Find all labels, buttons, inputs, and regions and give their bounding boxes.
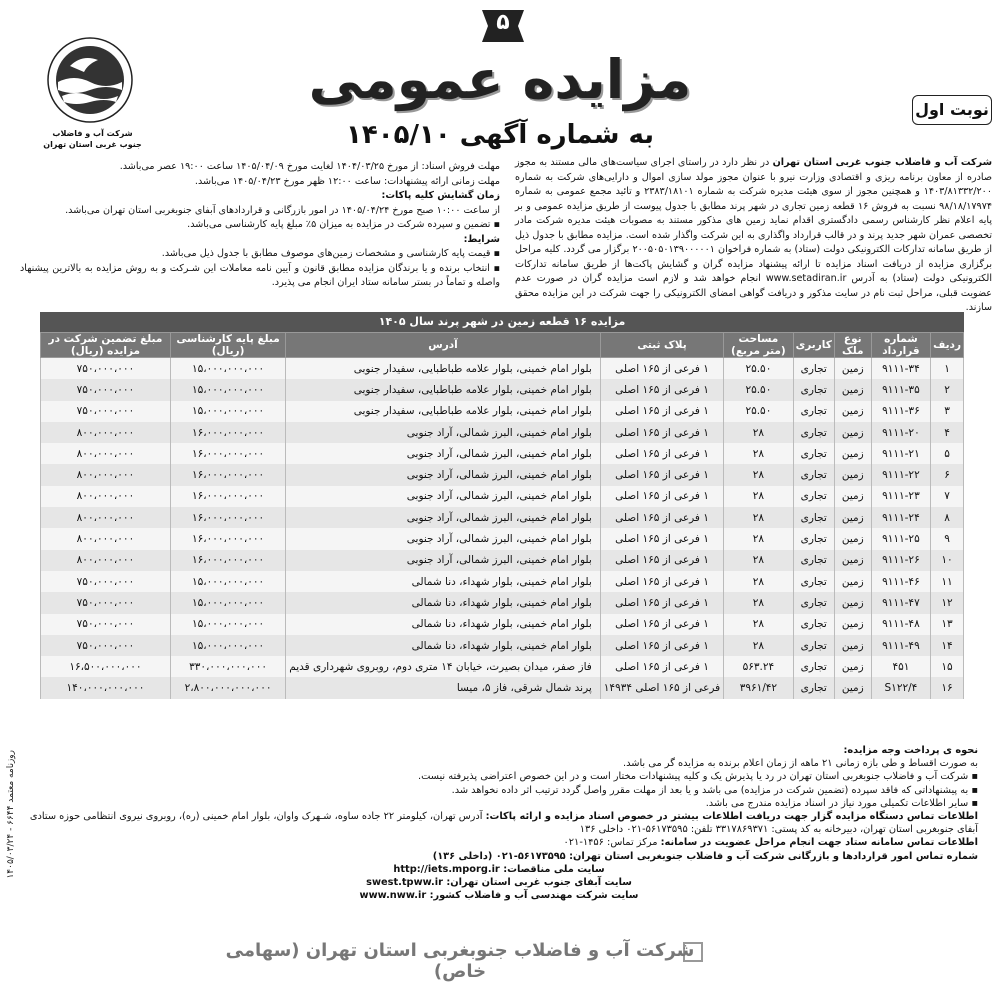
condition-1: ▪ قیمت پایه کارشناسی و مشخصات زمین‌های موصوف مطابق با جدول ذیل می‌باشد. <box>161 248 500 259</box>
table-cell: زمین <box>834 379 871 400</box>
table-cell: بلوار امام خمینی، البرز شمالی، آراد جنوبی <box>286 443 601 464</box>
table-cell: ۹۱۱۱-۲۰ <box>871 422 930 443</box>
table-cell: زمین <box>834 550 871 571</box>
table-cell: تجاری <box>793 401 834 422</box>
table-cell: بلوار امام خمینی، البرز شمالی، آراد جنوبی <box>286 528 601 549</box>
table-cell: تجاری <box>793 656 834 677</box>
table-cell: ۱۵ <box>931 656 964 677</box>
table-cell: بلوار امام خمینی، بلوار شهداء، دنا شمالی <box>286 635 601 656</box>
table-cell: ۸۰۰،۰۰۰،۰۰۰ <box>41 486 171 507</box>
table-cell: ۲۵.۵۰ <box>724 358 793 380</box>
table-cell: ۲۸ <box>724 507 793 528</box>
table-cell: ۸۰۰،۰۰۰،۰۰۰ <box>41 507 171 528</box>
opening-text: از ساعت ۱۰:۰۰ صبح مورخ ۱۴۰۵/۰۴/۲۴ در امور بازرگانی و قراردادهای آبفای جنوبغربی استان تهران می‌باشد. <box>65 204 500 216</box>
table-cell: ۸۰۰،۰۰۰،۰۰۰ <box>41 443 171 464</box>
table-cell: زمین <box>834 656 871 677</box>
table-cell: ۱۰ <box>931 550 964 571</box>
table-cell: ۱۵،۰۰۰،۰۰۰،۰۰۰ <box>170 358 285 380</box>
table-cell: S۱۲۲/۴ <box>871 677 930 698</box>
table-cell: بلوار امام خمینی، بلوار علامه طباطبایی، سفیدار جنوبی <box>286 401 601 422</box>
table-cell: تجاری <box>793 379 834 400</box>
table-cell: ۵۶۳.۲۴ <box>724 656 793 677</box>
table-header-cell: آدرس <box>286 333 601 358</box>
table-cell: ۱ فرعی از ۱۶۵ اصلی <box>600 486 723 507</box>
table-cell: ۲۸ <box>724 592 793 613</box>
contact-info <box>20 810 978 836</box>
table-cell: ۱۶،۰۰۰،۰۰۰،۰۰۰ <box>170 528 285 549</box>
table-cell: ۳ <box>931 401 964 422</box>
table-cell: ۹۱۱۱-۲۱ <box>871 443 930 464</box>
table-header-cell: مبلغ تضمین شرکت در مزایده (ریال) <box>41 333 171 358</box>
table-header-cell: پلاک ثبتی <box>600 333 723 358</box>
site-national-label: سایت ملی مناقصات: <box>503 863 605 875</box>
table-cell: ۱۴۰،۰۰۰،۰۰۰،۰۰۰ <box>41 677 171 698</box>
table-cell: تجاری <box>793 358 834 380</box>
table-cell: بلوار امام خمینی، البرز شمالی، آراد جنوبی <box>286 507 601 528</box>
table-cell: ۱ فرعی از ۱۶۵ اصلی <box>600 422 723 443</box>
table-cell: ۴ <box>931 422 964 443</box>
contact-text: آدرس تهران، کیلومتر ۲۲ جاده ساوه، شـهرک واوان، بلوار امام خمینی (ره)، روبروی نیروی انتظامی حوزه ستادی آبفای جنوبغربی استان تهران، دبیرخانه به کد پستی: ۳۳۱۷۸۶۹۳۷۱ تلفن: ۵۶۱۷۳۵۹۵-۰۲۱ داخلی ۱۳۶ <box>29 811 978 836</box>
table-cell: ۹۱۱۱-۴۷ <box>871 592 930 613</box>
table-cell: ۱۵،۰۰۰،۰۰۰،۰۰۰ <box>170 571 285 592</box>
table-cell: ۱۵،۰۰۰،۰۰۰،۰۰۰ <box>170 635 285 656</box>
table-cell: ۸۰۰،۰۰۰،۰۰۰ <box>41 528 171 549</box>
table-cell: ۳۹۶۱/۴۲ <box>724 677 793 698</box>
deposit-text: ▪ تضمین و سپرده شرکت در مزایده به میزان ۵٪ مبلغ پایه کارشناسی می‌باشد. <box>187 219 500 230</box>
term-1: ▪ شرکت آب و فاضلاب جنوبغربی استان تهران در رد یا پذیرش یک و کلیه پیشنهادات مختار است و در این خصوص اعتراضی پذیرفته نیست. <box>417 771 978 783</box>
table-row <box>41 422 964 443</box>
term-2: ▪ به پیشنهاداتی که فاقد سپرده (تضمین شرکت در مزایده) می باشد و یا بعد از مهلت مقرر واصل گردد ترتیب اثر داده نخواهد شد. <box>451 784 978 796</box>
table-cell: ۱ فرعی از ۱۶۵ اصلی <box>600 401 723 422</box>
payment-text: به صورت اقساط و طی بازه زمانی ۲۱ ماهه از زمان اعلام برنده به مزایده گر می باشد. <box>622 758 978 770</box>
offer-deadline: مهلت زمانی ارائه پیشنهادات: ساعت ۱۲:۰۰ ظهر مورخ ۱۴۰۵/۰۴/۲۳ می‌باشد. <box>194 175 500 187</box>
table-cell: ۷۵۰،۰۰۰،۰۰۰ <box>41 379 171 400</box>
table-cell: تجاری <box>793 486 834 507</box>
table-cell: ۹۱۱۱-۳۵ <box>871 379 930 400</box>
newspaper-side-caption: روزنامه معتمد ۶۶۴۴ - ۱۴۰۵/۰۳/۲۴ <box>6 750 16 879</box>
site-abfa <box>20 876 978 889</box>
table-cell: ۱ <box>931 358 964 380</box>
table-cell: بلوار امام خمینی، بلوار علامه طباطبایی، سفیدار جنوبی <box>286 358 601 380</box>
table-cell: ۱ فرعی از ۱۶۵ اصلی <box>600 614 723 635</box>
table-row <box>41 677 964 698</box>
table-cell: ۱ فرعی از ۱۶۵ اصلی <box>600 443 723 464</box>
table-cell: ۹۱۱۱-۲۲ <box>871 464 930 485</box>
table-cell: بلوار امام خمینی، البرز شمالی، آراد جنوبی <box>286 486 601 507</box>
table-cell: ۱۶،۰۰۰،۰۰۰،۰۰۰ <box>170 422 285 443</box>
table-cell: ۹۱۱۱-۲۴ <box>871 507 930 528</box>
table-cell: زمین <box>834 358 871 380</box>
table-row <box>41 592 964 613</box>
site-abfa-link[interactable]: swest.tpww.ir <box>366 877 443 889</box>
table-cell: ۱۶،۰۰۰،۰۰۰،۰۰۰ <box>170 550 285 571</box>
table-cell: ۱۳ <box>931 614 964 635</box>
table-cell: ۲۸ <box>724 464 793 485</box>
table-cell: تجاری <box>793 592 834 613</box>
table-cell: بلوار امام خمینی، بلوار شهداء، دنا شمالی <box>286 592 601 613</box>
lots-table <box>40 332 964 699</box>
sale-deadline: مهلت فروش اسناد: از مورخ ۱۴۰۴/۰۳/۲۵ لغایت مورخ ۱۴۰۵/۰۴/۰۹ ساعت ۱۹:۰۰ عصر می‌باشد. <box>119 161 500 172</box>
table-cell: ۹۱۱۱-۴۶ <box>871 571 930 592</box>
table-row <box>41 550 964 571</box>
table-cell: ۷ <box>931 486 964 507</box>
table-cell: ۱ فرعی از ۱۶۵ اصلی <box>600 379 723 400</box>
table-cell: ۲۸ <box>724 422 793 443</box>
table-header-cell: ردیف <box>931 333 964 358</box>
table-cell: ۱ فرعی از ۱۶۵ اصلی <box>600 507 723 528</box>
table-cell: ۱۵،۰۰۰،۰۰۰،۰۰۰ <box>170 401 285 422</box>
table-cell: فاز صفر، میدان بصیرت، خیابان ۱۴ متری دوم، روبروی شهرداری قدیم <box>286 656 601 677</box>
table-cell: فرعی از ۱۶۵ اصلی ۱۴۹۳۴ <box>600 677 723 698</box>
table-cell: بلوار امام خمینی، بلوار شهداء، دنا شمالی <box>286 614 601 635</box>
table-header-cell: شماره قرارداد <box>871 333 930 358</box>
table-cell: ۹۱۱۱-۳۴ <box>871 358 930 380</box>
table-cell: ۲۸ <box>724 550 793 571</box>
table-cell: زمین <box>834 486 871 507</box>
table-cell: ۱ فرعی از ۱۶۵ اصلی <box>600 528 723 549</box>
table-cell: ۲۸ <box>724 635 793 656</box>
table-cell: ۸۰۰،۰۰۰،۰۰۰ <box>41 422 171 443</box>
table-cell: ۱ فرعی از ۱۶۵ اصلی <box>600 358 723 380</box>
table-cell: ۹۱۱۱-۲۳ <box>871 486 930 507</box>
table-row <box>41 358 964 380</box>
table-row <box>41 571 964 592</box>
table-cell: ۱۶،۵۰۰،۰۰۰،۰۰۰ <box>41 656 171 677</box>
table-cell: ۸۰۰،۰۰۰،۰۰۰ <box>41 550 171 571</box>
table-cell: بلوار امام خمینی، بلوار علامه طباطبایی، سفیدار جنوبی <box>286 379 601 400</box>
table-header-cell: مساحت (متر مربع) <box>724 333 793 358</box>
table-row <box>41 507 964 528</box>
table-cell: ۳۳۰،۰۰۰،۰۰۰،۰۰۰ <box>170 656 285 677</box>
table-cell: ۲۸ <box>724 528 793 549</box>
opening-title: زمان گشایش کلیه پاکات: <box>381 190 500 201</box>
site-national <box>20 863 978 876</box>
table-cell: تجاری <box>793 677 834 698</box>
table-cell: زمین <box>834 528 871 549</box>
table-cell: ۱۵،۰۰۰،۰۰۰،۰۰۰ <box>170 614 285 635</box>
table-cell: ۷۵۰،۰۰۰،۰۰۰ <box>41 614 171 635</box>
issue-badge-number: ۵ <box>496 10 510 35</box>
table-cell: تجاری <box>793 422 834 443</box>
site-nww-label: سایت شرکت مهندسی آب و فاضلاب کشور: <box>429 890 639 902</box>
table-cell: تجاری <box>793 614 834 635</box>
table-cell: ۱۴ <box>931 635 964 656</box>
site-nww <box>20 889 978 902</box>
table-row <box>41 614 964 635</box>
table-row <box>41 401 964 422</box>
table-cell: زمین <box>834 443 871 464</box>
table-cell: ۱۶،۰۰۰،۰۰۰،۰۰۰ <box>170 443 285 464</box>
table-row <box>41 528 964 549</box>
table-cell: ۹۱۱۱-۴۹ <box>871 635 930 656</box>
table-cell: ۲۸ <box>724 443 793 464</box>
intro-paragraph <box>515 156 992 316</box>
table-header-cell: نوع ملک <box>834 333 871 358</box>
table-body <box>41 358 964 699</box>
contact-lead: اطلاعات تماس دستگاه مزایده گزار جهت دریافت اطلاعات بیشتر در خصوص اسناد مزایده و ارائه پاکات: <box>485 811 978 823</box>
table-cell: ۲۵.۵۰ <box>724 379 793 400</box>
table-cell: زمین <box>834 464 871 485</box>
intro-body: در نظر دارد در راستای اجرای سیاست‌های مالی مستند به مجوز صادره از معاون برنامه ریزی و اقتصادی وزارت نیرو با عنوان مجوز مولد سازی اموال و دارایی‌های شرکت به شماره ۱۴۰۳/۸۱۳۳۲/۲۰۰ و همچنین مجوز از سوی هیئت مدیره شرکت به شماره ۲۳۸۳/۱۸۱۰۱ و تائید مجمع عمومی به شماره ۹۸/۱۸/۱۷۹۷۴ نسبت به فروش ۱۶ قطعه زمین تجاری در شهر پرند مطابق با جدول پیوست از طریق مزایده عمومی و بر پایه اعلام نظر کارشناس رسمی دادگستری اقدام نماید زمین های مذکور مستند به مصوبات هیئت مدیره شرکت مادر تخصصی عمران شهر جدید پرند و در قالب قرارداد واگذاری به این شرکت واگذار شده است. مزایده مطابق با جدول ذیل از طریق سامانه تدارکات الکترونیکی دولت (ستاد) به شماره فراخوان ۲۰۰۵۰۵۰۱۳۹۰۰۰۰۰۱ برگزار می گردد. کلیه مراحل برگزاری مزایده از دریافت اسناد مزایده تا ارائه پیشنهاد مزایده گران و گشایش پاکت‌ها از طریق سامانه تدارکات الکترونیکی دولت (ستاد) به آدرس www.setadiran.ir انجام خواهد شد و لازم است مزایده گران در صورت عدم عضویت قبلی، مراحل ثبت نام در سایت مذکور و دریافت گواهی امضای الکترونیکی را جهت شرکت در این مزایده محقق سازند. <box>515 157 992 313</box>
setad-lead: اطلاعات تماس سامانه ستاد جهت انجام مراحل عضویت در سامانه: <box>660 837 978 849</box>
payment-title: نحوه ی پرداخت وجه مزایده: <box>843 745 978 756</box>
table-cell: ۱۶،۰۰۰،۰۰۰،۰۰۰ <box>170 464 285 485</box>
table-row <box>41 379 964 400</box>
lots-table-container <box>40 312 964 699</box>
site-nww-link[interactable]: www.nww.ir <box>359 890 427 902</box>
table-cell: ۱۲ <box>931 592 964 613</box>
table-row <box>41 464 964 485</box>
table-cell: زمین <box>834 507 871 528</box>
table-cell: ۲۸ <box>724 486 793 507</box>
page-title: مزایده عمومی <box>308 48 692 111</box>
site-national-link[interactable]: http://iets.mporg.ir <box>393 863 500 875</box>
table-cell: ۱۶،۰۰۰،۰۰۰،۰۰۰ <box>170 507 285 528</box>
table-cell: زمین <box>834 422 871 443</box>
table-cell: تجاری <box>793 550 834 571</box>
table-header-cell: کاربری <box>793 333 834 358</box>
table-cell: ۲۸ <box>724 614 793 635</box>
page-subtitle: به شماره آگهی ۱۴۰۵/۱۰ <box>346 120 654 150</box>
table-cell: ۷۵۰،۰۰۰،۰۰۰ <box>41 358 171 380</box>
table-cell: بلوار امام خمینی، البرز شمالی، آراد جنوبی <box>286 550 601 571</box>
table-cell: ۲۵.۵۰ <box>724 401 793 422</box>
table-header-row <box>41 333 964 358</box>
table-cell: ۸ <box>931 507 964 528</box>
table-cell: ۷۵۰،۰۰۰،۰۰۰ <box>41 635 171 656</box>
table-cell: زمین <box>834 592 871 613</box>
terms-section <box>20 744 978 902</box>
table-cell: پرند شمال شرقی، فاز ۵، میسا <box>286 677 601 698</box>
table-cell: ۹۱۱۱-۲۵ <box>871 528 930 549</box>
table-cell: تجاری <box>793 571 834 592</box>
table-cell: تجاری <box>793 635 834 656</box>
table-row <box>41 635 964 656</box>
table-cell: زمین <box>834 571 871 592</box>
table-row <box>41 443 964 464</box>
table-header-cell: مبلغ پایه کارشناسی (ریال) <box>170 333 285 358</box>
table-cell: ۲،۸۰۰،۰۰۰،۰۰۰،۰۰۰ <box>170 677 285 698</box>
table-cell: ۱ فرعی از ۱۶۵ اصلی <box>600 656 723 677</box>
setad-text: مرکز تماس: ۱۴۵۶-۰۲۱ <box>563 837 661 849</box>
condition-2: ▪ انتخاب برنده و یا برندگان مزایده مطابق قانون و آیین نامه معاملات این شـرکت و به روش مزایده به بالاترین پیشنهاد واصله و تماماً در بستر سامانه ستاد ایران انجام می پذیرد. <box>20 262 500 288</box>
table-cell: بلوار امام خمینی، البرز شمالی، آراد جنوبی <box>286 464 601 485</box>
office-contact: شماره تماس امور قراردادها و بازرگانی شرکت آب و فاضلاب جنوبغربی استان تهران: ۵۶۱۷۳۵۹۵-۰۲۱ (داخلی ۱۳۶) <box>432 850 978 862</box>
table-cell: ۱ فرعی از ۱۶۵ اصلی <box>600 635 723 656</box>
intro-lead: شرکت آب و فاضلاب جنوب غربی استان تهران <box>772 157 992 168</box>
table-cell: ۹۱۱۱-۴۸ <box>871 614 930 635</box>
table-cell: ۷۵۰،۰۰۰،۰۰۰ <box>41 592 171 613</box>
table-cell: ۱۶،۰۰۰،۰۰۰،۰۰۰ <box>170 486 285 507</box>
table-cell: زمین <box>834 677 871 698</box>
table-cell: ۹۱۱۱-۲۶ <box>871 550 930 571</box>
table-cell: بلوار امام خمینی، بلوار شهداء، دنا شمالی <box>286 571 601 592</box>
table-cell: ۱۵،۰۰۰،۰۰۰،۰۰۰ <box>170 592 285 613</box>
company-line-2: جنوب غربی استان تهران <box>43 140 142 149</box>
table-cell: ۴۵۱ <box>871 656 930 677</box>
table-cell: ۱۵،۰۰۰،۰۰۰،۰۰۰ <box>170 379 285 400</box>
table-cell: بلوار امام خمینی، البرز شمالی، آراد جنوبی <box>286 422 601 443</box>
table-cell: ۷۵۰،۰۰۰،۰۰۰ <box>41 571 171 592</box>
table-cell: ۵ <box>931 443 964 464</box>
table-cell: زمین <box>834 635 871 656</box>
table-cell: ۱ فرعی از ۱۶۵ اصلی <box>600 571 723 592</box>
table-row <box>41 656 964 677</box>
table-cell: تجاری <box>793 464 834 485</box>
company-logo-icon <box>40 30 140 140</box>
table-cell: ۲۸ <box>724 571 793 592</box>
table-cell: ۱ فرعی از ۱۶۵ اصلی <box>600 550 723 571</box>
table-cell: تجاری <box>793 443 834 464</box>
table-cell: ۲ <box>931 379 964 400</box>
table-cell: ۶ <box>931 464 964 485</box>
round-label: نوبت اول <box>912 95 992 125</box>
footer-company-name: شرکت آب و فاضلاب جنوبغربی استان تهران (سهامی خاص) <box>225 940 695 982</box>
table-cell: ۷۵۰،۰۰۰،۰۰۰ <box>41 401 171 422</box>
table-caption: مزایده ۱۶ قطعه زمین در شهر پرند سال ۱۴۰۵ <box>40 312 964 332</box>
schedule-block <box>20 160 500 291</box>
company-line-1: شرکت آب و فاضلاب <box>52 129 133 138</box>
table-cell: ۱۶ <box>931 677 964 698</box>
table-cell: ۱ فرعی از ۱۶۵ اصلی <box>600 464 723 485</box>
site-abfa-label: سایت آبفای جنوب غربی استان تهران: <box>446 877 632 889</box>
table-cell: ۱۱ <box>931 571 964 592</box>
term-3: ▪ سایر اطلاعات تکمیلی مورد نیاز در اسناد مزایده مندرج می باشد. <box>705 797 978 809</box>
table-cell: تجاری <box>793 528 834 549</box>
table-cell: ۱ فرعی از ۱۶۵ اصلی <box>600 592 723 613</box>
table-cell: زمین <box>834 401 871 422</box>
table-cell: ۹۱۱۱-۳۶ <box>871 401 930 422</box>
company-name-caption <box>40 128 145 150</box>
table-row <box>41 486 964 507</box>
table-cell: زمین <box>834 614 871 635</box>
conditions-title: شرایط: <box>463 233 500 245</box>
table-cell: ۹ <box>931 528 964 549</box>
table-cell: ۸۰۰،۰۰۰،۰۰۰ <box>41 464 171 485</box>
table-cell: تجاری <box>793 507 834 528</box>
setad-info <box>20 836 978 849</box>
